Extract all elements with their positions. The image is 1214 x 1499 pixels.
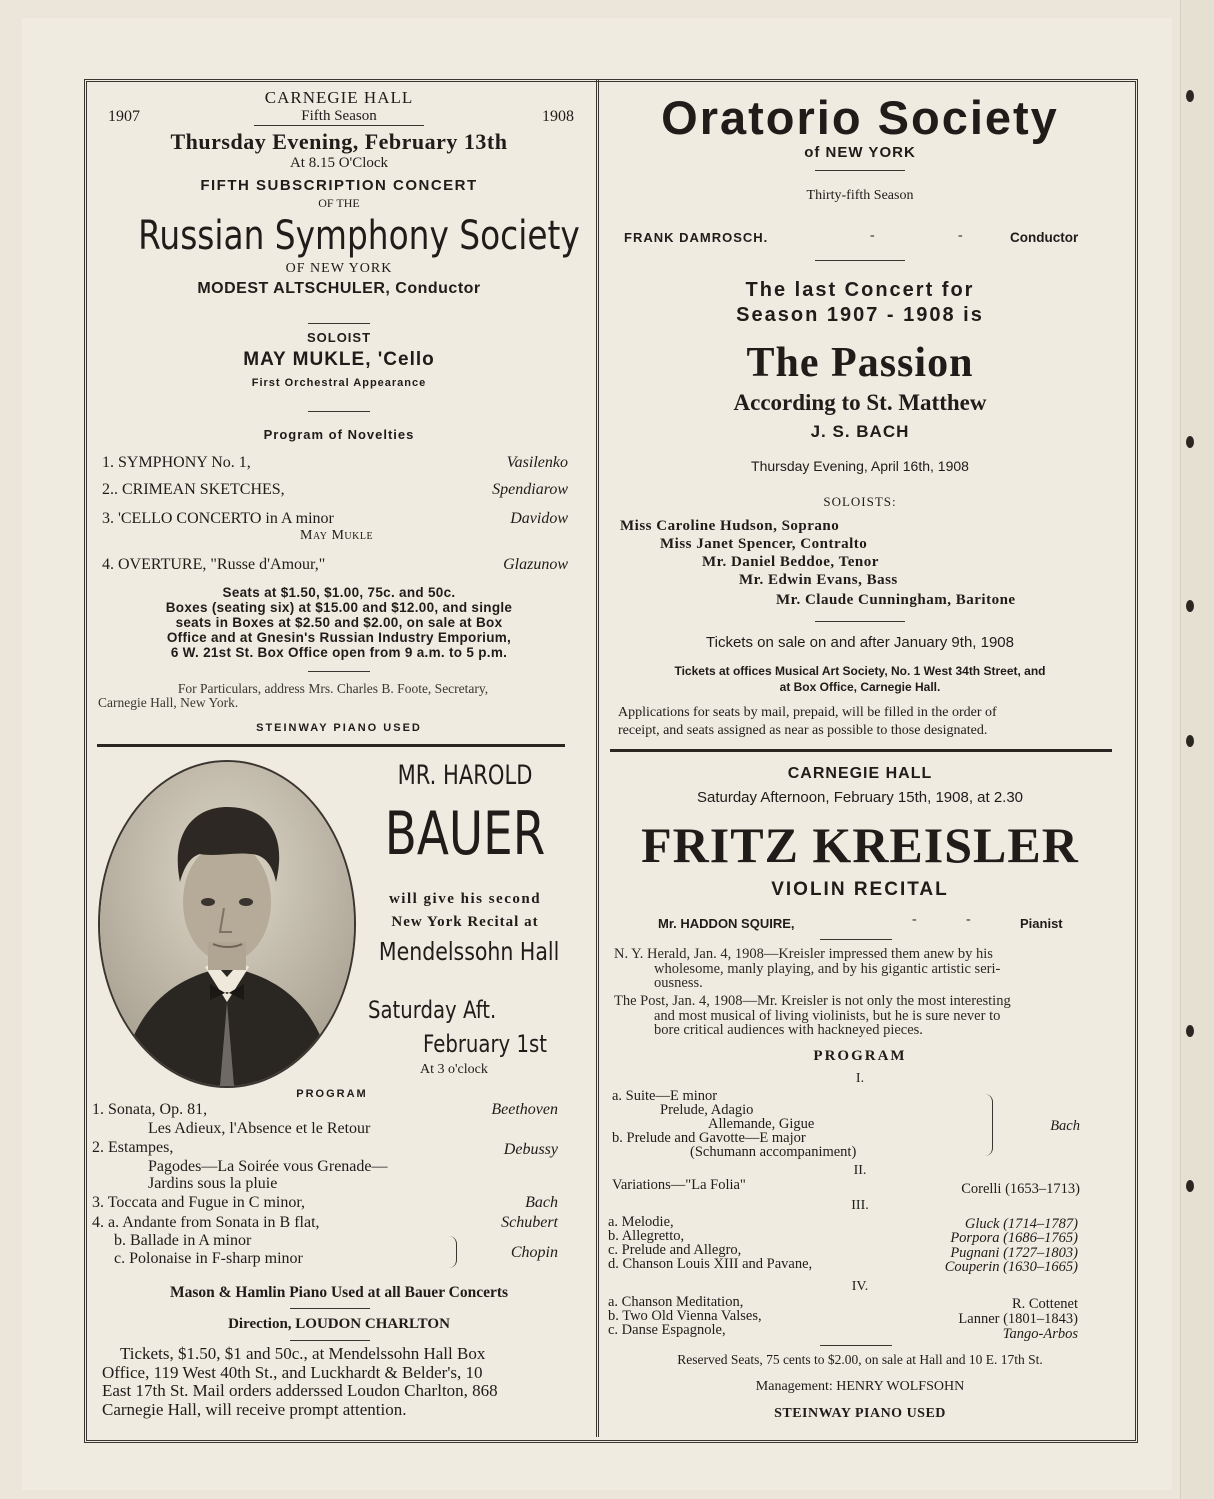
program-item: 3. Toccata and Fugue in C minor, bbox=[92, 1194, 306, 1211]
soloists-label: SOLOISTS: bbox=[823, 494, 897, 509]
program-item: c. Polonaise in F-sharp minor bbox=[114, 1250, 303, 1267]
section-divider bbox=[610, 749, 1112, 752]
soloist-entry: Mr. Daniel Beddoe, Tenor bbox=[702, 554, 879, 570]
program-item: Pagodes—La Soirée vous Grenade— bbox=[148, 1158, 388, 1175]
mail-application-line: receipt, and seats assigned as near as possible to those designated. bbox=[618, 723, 988, 738]
program-composer: Bach bbox=[1050, 1118, 1080, 1134]
program-composer: Spendiarow bbox=[492, 481, 568, 498]
oratorio-date: Thursday Evening, April 16th, 1908 bbox=[751, 458, 969, 474]
bauer-time: At 3 o'clock bbox=[420, 1062, 488, 1077]
program-composer: Schubert bbox=[501, 1214, 558, 1231]
particulars bbox=[98, 682, 568, 710]
concert-date: Thursday Evening, February 13th bbox=[170, 129, 508, 154]
year-left: 1907 bbox=[108, 108, 140, 125]
work-subtitle: According to St. Matthew bbox=[733, 390, 987, 415]
bauer-line: New York Recital at bbox=[391, 914, 539, 930]
kreisler-date: Saturday Afternoon, February 15th, 1908, at 2.30 bbox=[696, 789, 1024, 806]
society-name: Russian Symphony Society bbox=[138, 213, 580, 259]
mail-applications bbox=[618, 704, 1108, 740]
russian-symphony-ad bbox=[94, 88, 584, 298]
program-item: b. Two Old Vienna Valses, bbox=[608, 1308, 762, 1324]
pianist-label: Pianist bbox=[1020, 916, 1063, 931]
review-herald bbox=[614, 947, 1089, 991]
kreisler-hall: CARNEGIE HALL bbox=[787, 765, 933, 782]
soloist-entry: Miss Janet Spencer, Contralto bbox=[660, 536, 868, 552]
tickets-on-sale: Tickets on sale on and after January 9th, 1908 bbox=[706, 634, 1014, 651]
binding-hole bbox=[1186, 1025, 1194, 1037]
program-item: a. Melodie, bbox=[608, 1214, 674, 1230]
bauer-day: Saturday Aft. bbox=[368, 996, 497, 1024]
program-soloist: May Mukle bbox=[300, 528, 374, 543]
particulars-line: For Particulars, address Mrs. Charles B. Foote, Secretary, bbox=[177, 681, 489, 696]
recital-title: VIOLIN RECITAL bbox=[771, 879, 949, 900]
part-number: II. bbox=[853, 1163, 867, 1178]
review-line: wholesome, manly playing, and by his gigantic artistic seri- bbox=[654, 960, 1001, 977]
soloist-block bbox=[94, 330, 584, 389]
divider bbox=[820, 939, 892, 940]
divider bbox=[308, 323, 370, 324]
program-item: Jardins sous la pluie bbox=[148, 1175, 278, 1192]
program-item: 2.. CRIMEAN SKETCHES, bbox=[102, 481, 285, 498]
program-item: 4. a. Andante from Sonata in B flat, bbox=[92, 1214, 320, 1231]
part-number: III. bbox=[851, 1198, 869, 1213]
part-number: I. bbox=[855, 1071, 865, 1086]
review-line: and most musical of living violinists, but he is sure never to bbox=[654, 1007, 1001, 1024]
program-item: 2. Estampes, bbox=[92, 1139, 174, 1156]
soloist-entry: Mr. Claude Cunningham, Baritone bbox=[776, 592, 1016, 608]
mail-application-line: Applications for seats by mail, prepaid, will be filled in the order of bbox=[618, 705, 997, 720]
binding-hole bbox=[1186, 90, 1194, 102]
conductor: MODEST ALTSCHULER, Conductor bbox=[197, 280, 481, 297]
review-line: bore critical audiences with hackneyed pieces. bbox=[654, 1022, 923, 1038]
part-number: IV. bbox=[851, 1279, 869, 1294]
soloist-label: SOLOIST bbox=[306, 330, 372, 345]
ticket-offices bbox=[606, 663, 1114, 695]
soloist-note: First Orchestral Appearance bbox=[251, 377, 427, 389]
program-composer: Couperin (1630–1665) bbox=[944, 1259, 1078, 1275]
next-page-edge bbox=[1180, 0, 1214, 1499]
oratorio-title: Oratorio Society bbox=[661, 91, 1059, 144]
management: Management: HENRY WOLFSOHN bbox=[755, 1379, 965, 1394]
brace bbox=[448, 1236, 457, 1268]
bauer-name: BAUER bbox=[384, 799, 546, 869]
program-composer: Corelli (1653–1713) bbox=[961, 1181, 1080, 1197]
last-concert-line: Season 1907 - 1908 is bbox=[736, 304, 984, 326]
of-the: OF THE bbox=[318, 196, 360, 210]
oratorio-city: of NEW YORK bbox=[804, 144, 916, 161]
program-composer: Debussy bbox=[503, 1141, 558, 1158]
soloist-name: MAY MUKLE, 'Cello bbox=[243, 349, 435, 370]
program-composer: Tango-Arbos bbox=[1002, 1326, 1078, 1342]
program-item: Prelude, Adagio bbox=[660, 1102, 754, 1118]
divider bbox=[290, 1308, 370, 1309]
program-composer: Lanner (1801–1843) bbox=[958, 1311, 1078, 1327]
ticket-line: Tickets, $1.50, $1 and 50c., at Mendelssohn Hall Box bbox=[120, 1344, 486, 1363]
bauer-piano-note: Mason & Hamlin Piano Used at all Bauer Concerts bbox=[169, 1284, 509, 1301]
divider bbox=[820, 1345, 892, 1346]
seat-line: 6 W. 21st St. Box Office open from 9 a.m. to 5 p.m. bbox=[170, 645, 508, 660]
binding-hole bbox=[1186, 735, 1194, 747]
conductor-name: FRANK DAMROSCH. bbox=[624, 230, 769, 245]
binding-hole bbox=[1186, 600, 1194, 612]
conductor-label: Conductor bbox=[1010, 230, 1079, 245]
review-line: The Post, Jan. 4, 1908—Mr. Kreisler is not only the most interesting bbox=[614, 993, 1011, 1009]
seat-line: seats in Boxes at $2.50 and $2.00, on sale at Box bbox=[175, 615, 503, 630]
composer: J. S. BACH bbox=[810, 422, 910, 441]
bauer-line: will give his second bbox=[388, 891, 542, 907]
dash: - bbox=[966, 912, 971, 927]
program-item: Les Adieux, l'Absence et le Retour bbox=[148, 1120, 371, 1137]
work-title: The Passion bbox=[746, 340, 974, 386]
program-item: c. Prelude and Allegro, bbox=[608, 1242, 742, 1258]
column-divider bbox=[596, 80, 599, 1437]
hall-name: CARNEGIE HALL bbox=[264, 88, 414, 107]
review-line: ousness. bbox=[654, 975, 703, 991]
divider bbox=[308, 671, 370, 672]
program-composer: Bach bbox=[525, 1194, 558, 1211]
review-line: N. Y. Herald, Jan. 4, 1908—Kreisler impressed them anew by his bbox=[614, 946, 993, 962]
program-item: 3. 'CELLO CONCERTO in A minor bbox=[102, 510, 334, 527]
program-composer: Beethoven bbox=[491, 1101, 558, 1118]
kreisler-piano-note: STEINWAY PIANO USED bbox=[774, 1406, 946, 1421]
program-item: b. Ballade in A minor bbox=[114, 1232, 252, 1249]
soloist-entry: Miss Caroline Hudson, Soprano bbox=[620, 518, 840, 534]
program-item: 1. SYMPHONY No. 1, bbox=[102, 454, 251, 471]
brace bbox=[984, 1094, 993, 1156]
ticket-office-line: Tickets at offices Musical Art Society, No. 1 West 34th Street, and bbox=[674, 664, 1046, 678]
program-composer: Chopin bbox=[510, 1244, 558, 1261]
concert-title: FIFTH SUBSCRIPTION CONCERT bbox=[200, 177, 478, 194]
season: Fifth Season bbox=[254, 108, 424, 126]
soloist-entry: Mr. Edwin Evans, Bass bbox=[739, 572, 898, 588]
bauer-date: February 1st bbox=[423, 1030, 547, 1058]
program-composer: Gluck (1714–1787) bbox=[964, 1216, 1078, 1232]
bauer-tickets bbox=[102, 1345, 572, 1419]
portrait-illustration bbox=[100, 762, 354, 1086]
program-item: b. Allegretto, bbox=[608, 1228, 685, 1244]
year-right: 1908 bbox=[542, 108, 574, 125]
program-item: Variations—"La Folia" bbox=[612, 1177, 746, 1193]
binding-hole bbox=[1186, 1180, 1194, 1192]
kreisler-program-title: PROGRAM bbox=[813, 1048, 907, 1064]
ticket-line: Carnegie Hall, will receive prompt attention. bbox=[102, 1399, 407, 1419]
program-item: a. Suite—E minor bbox=[612, 1088, 718, 1104]
divider bbox=[815, 621, 905, 622]
last-concert-line: The last Concert for bbox=[745, 279, 975, 301]
oratorio-season: Thirty-fifth Season bbox=[806, 188, 914, 203]
divider bbox=[290, 1340, 370, 1341]
divider bbox=[815, 260, 905, 261]
piano-note: STEINWAY PIANO USED bbox=[256, 722, 422, 734]
program-item: 4. OVERTURE, "Russe d'Amour," bbox=[102, 556, 326, 573]
last-concert bbox=[606, 278, 1114, 328]
reserved-seats: Reserved Seats, 75 cents to $2.00, on sale at Hall and 10 E. 17th St. bbox=[677, 1352, 1043, 1367]
program-item: c. Danse Espagnole, bbox=[608, 1322, 726, 1338]
program-composer: Davidow bbox=[510, 510, 568, 527]
dash: - bbox=[958, 228, 963, 243]
ticket-line: Office, 119 West 40th St., and Luckhardt & Belder's, 10 bbox=[102, 1362, 483, 1382]
section-divider bbox=[97, 744, 565, 747]
seat-prices bbox=[94, 585, 584, 660]
seat-line: Boxes (seating six) at $15.00 and $12.00, and single bbox=[165, 600, 513, 615]
ticket-line: East 17th St. Mail orders adderssed Loudon Charlton, 868 bbox=[102, 1381, 498, 1400]
program-title: Program of Novelties bbox=[263, 427, 415, 442]
portrait-photo bbox=[98, 760, 356, 1088]
dash: - bbox=[912, 912, 917, 927]
ticket-office-line: at Box Office, Carnegie Hall. bbox=[779, 680, 941, 694]
seat-line: Seats at $1.50, $1.00, 75c. and 50c. bbox=[222, 585, 456, 600]
review-post bbox=[614, 994, 1089, 1038]
program-item: b. Prelude and Gavotte—E major bbox=[612, 1130, 806, 1146]
program-item: Allemande, Gigue bbox=[708, 1116, 815, 1132]
bauer-program-title: PROGRAM bbox=[296, 1088, 368, 1100]
concert-time: At 8.15 O'Clock bbox=[289, 155, 389, 171]
divider bbox=[308, 411, 370, 412]
program-composer: Porpora (1686–1765) bbox=[950, 1230, 1078, 1246]
program-composer: Pugnani (1727–1803) bbox=[950, 1245, 1078, 1261]
seat-line: Office and at Gnesin's Russian Industry Emporium, bbox=[166, 630, 512, 645]
divider bbox=[815, 170, 905, 171]
society-city: OF NEW YORK bbox=[285, 261, 393, 276]
pianist-name: Mr. HADDON SQUIRE, bbox=[658, 916, 795, 931]
program-item: (Schumann accompaniment) bbox=[690, 1144, 857, 1160]
bauer-venue: Mendelssohn Hall bbox=[378, 937, 560, 966]
bauer-prefix: MR. HAROLD bbox=[397, 760, 533, 791]
particulars-line: Carnegie Hall, New York. bbox=[98, 695, 239, 710]
dash: - bbox=[870, 228, 875, 243]
bauer-direction: Direction, LOUDON CHARLTON bbox=[228, 1316, 450, 1332]
program-composer: Glazunow bbox=[503, 556, 568, 573]
kreisler-name: FRITZ KREISLER bbox=[641, 817, 1079, 873]
bauer-announcement bbox=[360, 760, 570, 966]
program-item: a. Chanson Meditation, bbox=[608, 1294, 744, 1310]
program-item: d. Chanson Louis XIII and Pavane, bbox=[608, 1256, 813, 1272]
program-item: 1. Sonata, Op. 81, bbox=[92, 1101, 208, 1118]
binding-hole bbox=[1186, 436, 1194, 448]
program-composer: Vasilenko bbox=[506, 454, 568, 471]
program-composer: R. Cottenet bbox=[1011, 1296, 1078, 1312]
